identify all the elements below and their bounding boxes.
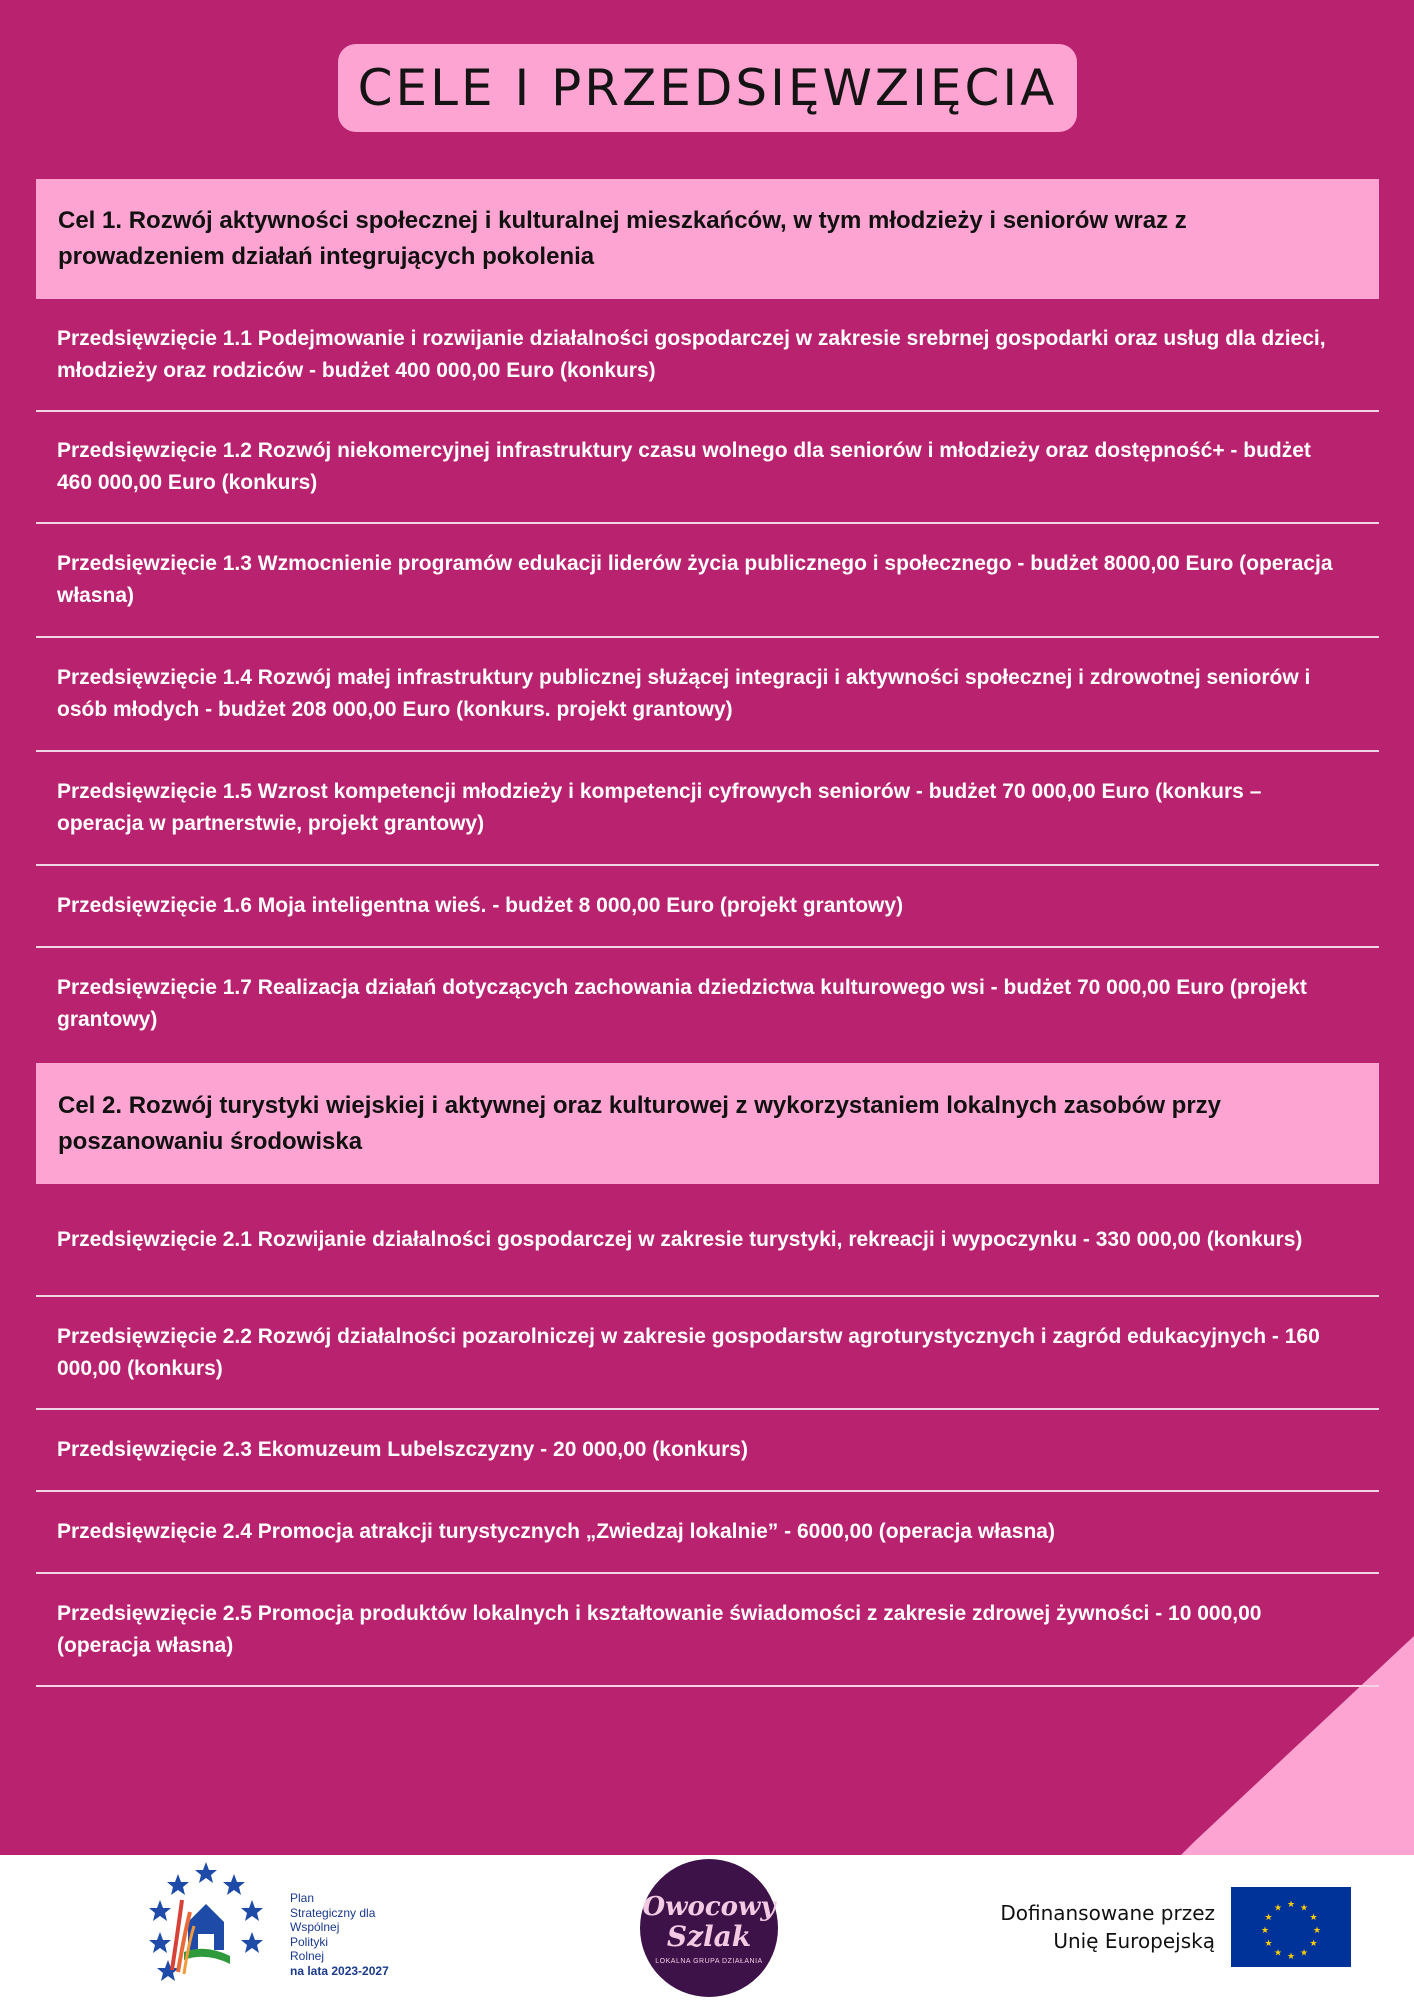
- goal-2-band: [36, 1063, 1379, 1184]
- initiative-text: Przedsięwzięcie 2.4 Promocja atrakcji turystycznych „Zwiedzaj lokalnie” - 6000,00 (operacja własna): [57, 1520, 1055, 1543]
- svg-text:★: ★: [1286, 1900, 1296, 1910]
- svg-text:★: ★: [1273, 1948, 1283, 1959]
- goal-1-band: [36, 179, 1379, 299]
- svg-text:★: ★: [1299, 1903, 1309, 1914]
- psp-line: Rolnej: [290, 1949, 325, 1963]
- initiative-text: Przedsięwzięcie 2.3 Ekomuzeum Lubelszczyzny - 20 000,00 (konkurs): [57, 1438, 748, 1461]
- initiative-text: Przedsięwzięcie 2.1 Rozwijanie działalności gospodarczej w zakresie turystyki, rekreacji i wypoczynku - 330 000,00 (konkurs): [57, 1227, 1303, 1251]
- initiative-1-4: [36, 638, 1379, 752]
- initiative-2-4: [36, 1492, 1379, 1574]
- eu-funding-text: [985, 1899, 1215, 1955]
- svg-text:★: ★: [1312, 1926, 1322, 1936]
- initiative-text: Przedsięwzięcie 2.5 Promocja produktów lokalnych i kształtowanie świadomości z zakresie zdrowej żywności - 10 000,00 (operacja własna): [57, 1601, 1262, 1657]
- psp-line: Polityki: [290, 1934, 329, 1949]
- initiative-2-5: [36, 1574, 1379, 1687]
- lgd-logo: [640, 1859, 778, 1997]
- goal-1-text: Cel 1. Rozwój aktywności społecznej i kulturalnej mieszkańców, w tym młodzieży i seniorów wraz z prowadzeniem działań integrujących pokolenia: [58, 207, 1187, 270]
- initiative-text: Przedsięwzięcie 2.2 Rozwój działalności pozarolniczej w zakresie gospodarstw agroturystycznych i zagród edukacyjnych - 160 000,00 (konkurs): [57, 1324, 1320, 1380]
- initiative-text: Przedsięwzięcie 1.3 Wzmocnienie programów edukacji liderów życia publicznego i społecznego - budżet 8000,00 Euro (operacja własna): [57, 552, 1333, 607]
- eu-line-1: Dofinansowane przez: [1000, 1901, 1215, 1925]
- page-title: CELE I PRZEDSIĘWZIĘCIA: [357, 59, 1058, 117]
- svg-text:★: ★: [1264, 1939, 1273, 1949]
- initiative-2-3: [36, 1410, 1379, 1492]
- svg-text:★: ★: [1264, 1913, 1273, 1923]
- svg-text:★: ★: [1309, 1939, 1318, 1949]
- initiative-2-1: [36, 1184, 1379, 1297]
- psp-line: Strategiczny dla: [290, 1905, 376, 1920]
- svg-text:★: ★: [1286, 1952, 1296, 1962]
- lgd-subtitle: LOKALNA GRUPA DZIAŁANIA: [655, 1957, 763, 1965]
- psp-line: Wspólnej: [290, 1920, 340, 1934]
- initiative-text: Przedsięwzięcie 1.5 Wzrost kompetencji młodzieży i kompetencji cyfrowych seniorów - budżet 70 000,00 Euro (konkurs – operacja w partnerstwie, projekt grantowy): [57, 780, 1262, 835]
- eu-line-2: Unię Europejską: [1053, 1929, 1215, 1953]
- svg-text:★: ★: [1299, 1948, 1309, 1959]
- lgd-word-1: Owocowy: [642, 1891, 776, 1922]
- initiative-text: Przedsięwzięcie 1.4 Rozwój małej infrastruktury publicznej służącej integracji i aktywności społecznej i zdrowotnej seniorów i osób młodych - budżet 208 000,00 Euro (konkurs. projekt grantowy): [57, 666, 1311, 721]
- initiative-1-3: [36, 524, 1379, 638]
- goal-2-text: Cel 2. Rozwój turystyki wiejskiej i aktywnej oraz kulturowej z wykorzystaniem lokalnych zasobów przy poszanowaniu środowiska: [58, 1091, 1222, 1155]
- psp-text: [290, 1891, 389, 1978]
- svg-text:★: ★: [1260, 1926, 1270, 1936]
- psp-logo-icon: [148, 1860, 288, 1990]
- initiative-1-1: [36, 299, 1379, 412]
- initiative-1-5: [36, 752, 1379, 866]
- initiative-1-6: [36, 866, 1379, 948]
- initiative-text: Przedsięwzięcie 1.6 Moja inteligentna wieś. - budżet 8 000,00 Euro (projekt grantowy): [57, 894, 904, 917]
- initiative-text: Przedsięwzięcie 1.7 Realizacja działań dotyczących zachowania dziedzictwa kulturowego wsi - budżet 70 000,00 Euro (projekt grantowy): [57, 976, 1307, 1031]
- svg-text:★: ★: [1309, 1913, 1318, 1923]
- initiative-text: Przedsięwzięcie 1.1 Podejmowanie i rozwijanie działalności gospodarczej w zakresie srebrnej gospodarki oraz usług dla dzieci, młodzieży oraz rodziców - budżet 400 000,00 Euro (konkurs): [57, 326, 1326, 382]
- initiative-1-7: [36, 948, 1379, 1060]
- psp-line: Plan: [290, 1891, 315, 1905]
- eu-flag-icon: [1231, 1887, 1351, 1967]
- lgd-word-2: Szlak: [666, 1919, 752, 1953]
- initiative-2-2: [36, 1297, 1379, 1410]
- initiative-1-2: [36, 412, 1379, 524]
- svg-text:★: ★: [1273, 1903, 1283, 1914]
- title-banner: [338, 44, 1077, 132]
- psp-line: na lata 2023-2027: [290, 1963, 389, 1978]
- initiative-text: Przedsięwzięcie 1.2 Rozwój niekomercyjnej infrastruktury czasu wolnego dla seniorów i młodzieży oraz dostępność+ - budżet 460 000,00 Euro (konkurs): [57, 439, 1311, 494]
